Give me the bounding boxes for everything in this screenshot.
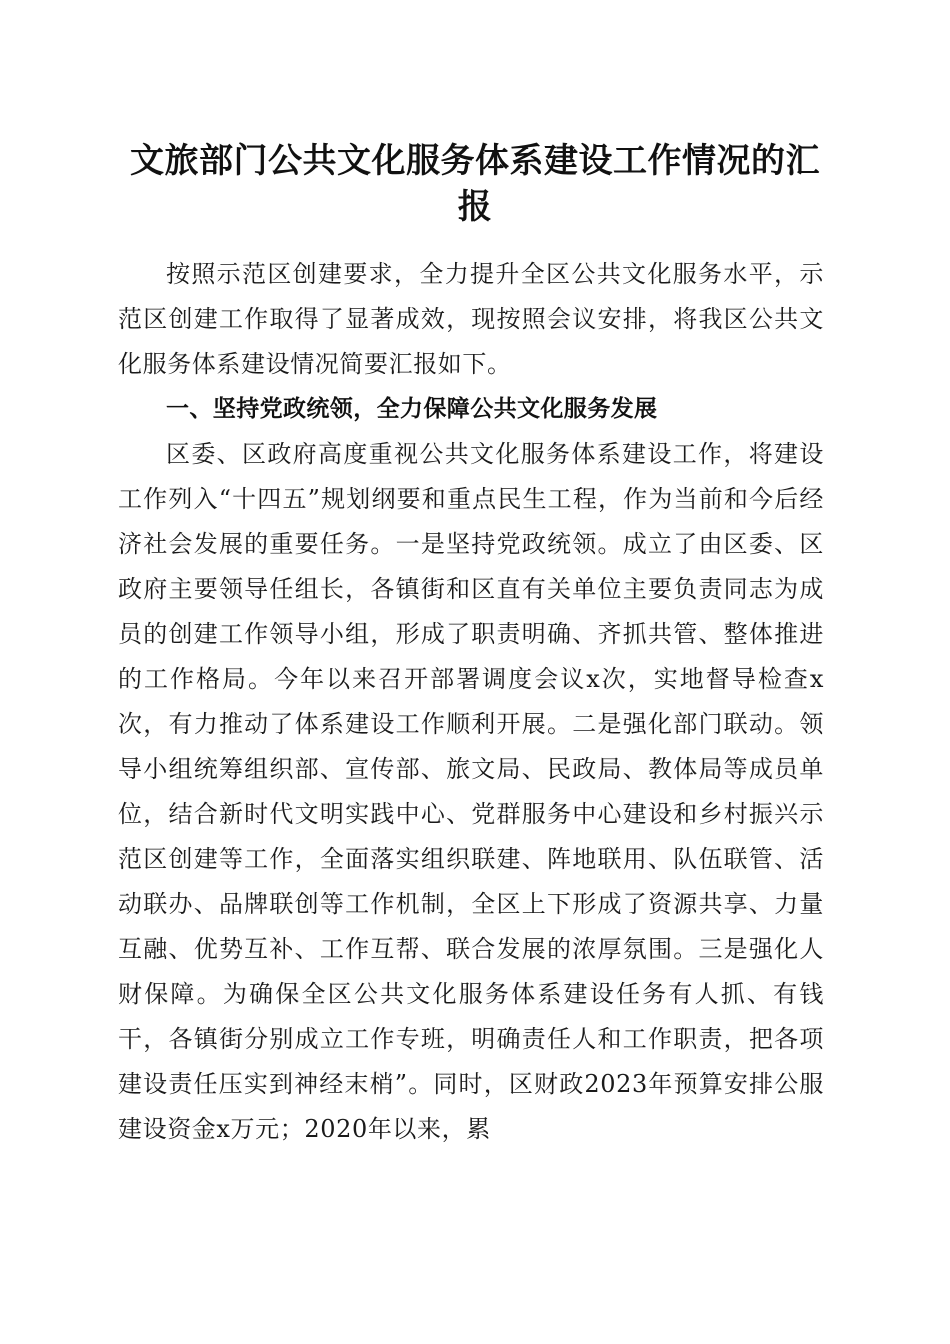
section-paragraph: 区委、区政府高度重视公共文化服务体系建设工作，将建设工作列入“十四五”规划纲要和重点民生工程，作为当前和今后经济社会发展的重要任务。一是坚持党政统领。成立了由区委、区政府主要领导任组长，各镇街和区直有关单位主要负责同志为成员的创建工作领导小组，形成了职责明确、齐抓共管、整体推进的工作格局。今年以来召开部署调度会议x次，实地督导检查x次，有力推动了体系建设工作顺利开展。二是强化部门联动。领导小组统筹组织部、宣传部、旅文局、民政局、教体局等成员单位，结合新时代文明实践中心、党群服务中心建设和乡村振兴示范区创建等工作，全面落实组织联建、阵地联用、队伍联管、活动联办、品牌联创等工作机制，全区上下形成了资源共享、力量互融、优势互补、工作互帮、联合发展的浓厚氛围。三是强化人财保障。为确保全区公共文化服务体系建设任务有人抓、有钱干，各镇街分别成立工作专班，明确责任人和工作职责，把各项建设责任压实到神经末梢”。同时，区财政2023年预算安排公服建设资金x万元；2020年以来，累	[118, 440, 824, 1143]
intro-paragraph: 按照示范区创建要求，全力提升全区公共文化服务水平，示范区创建工作取得了显著成效，现按照会议安排，将我区公共文化服务体系建设情况简要汇报如下。	[118, 260, 824, 378]
document-body	[118, 252, 824, 1152]
document-title: 文旅部门公共文化服务体系建设工作情况的汇报	[130, 141, 820, 227]
section-heading: 一、坚持党政统领，全力保障公共文化服务发展	[166, 396, 658, 422]
